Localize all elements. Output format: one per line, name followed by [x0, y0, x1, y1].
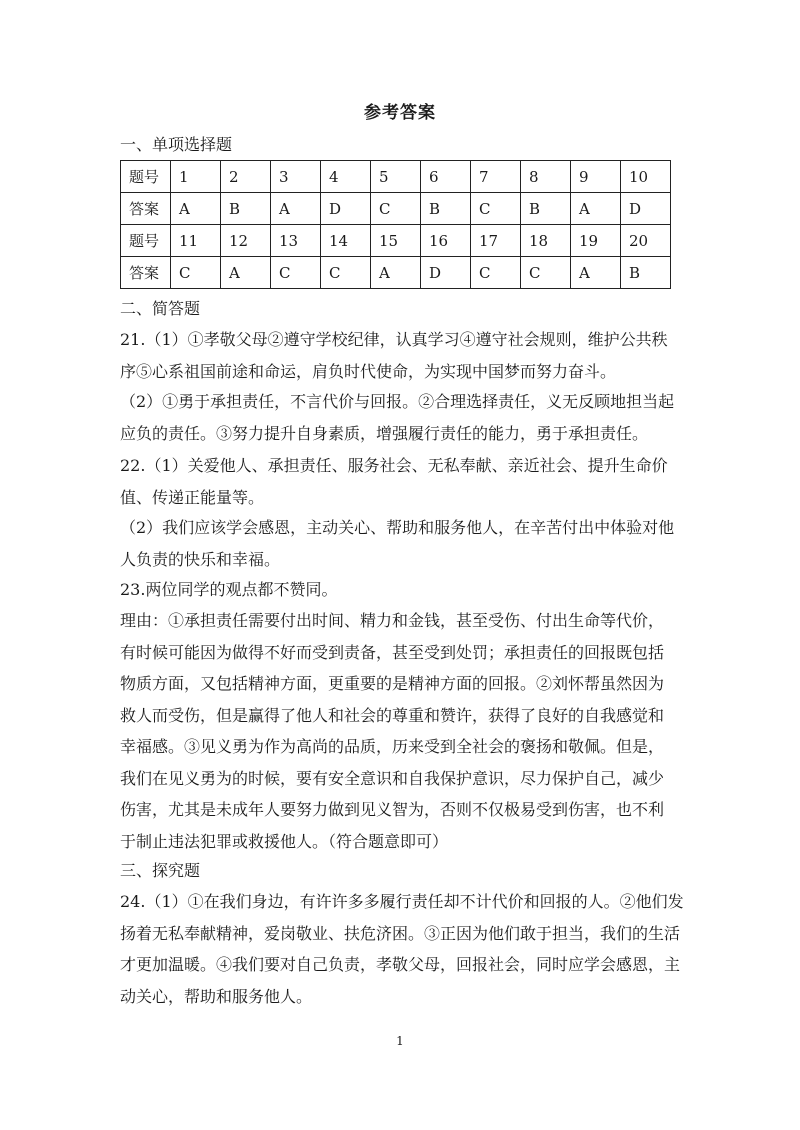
page-number: 1 [396, 1034, 404, 1048]
section-heading-single-choice: 一、单项选择题 [120, 135, 233, 154]
table-cell: C [471, 193, 521, 225]
table-cell: 20 [621, 225, 671, 257]
table-cell: 14 [321, 225, 371, 257]
table-cell: A [571, 193, 621, 225]
section-heading-short-answer: 二、简答题 [120, 299, 201, 318]
table-cell: A [221, 257, 271, 289]
table-cell: 7 [471, 161, 521, 193]
text-line: 值、传递正能量等。 [120, 487, 265, 507]
text-line: 救人而受伤，但是赢得了他人和社会的尊重和赞许，获得了良好的自我感觉和 [120, 705, 665, 725]
text-line: 物质方面，又包括精神方面，更重要的是精神方面的回报。②刘怀帮虽然因为 [120, 674, 665, 693]
text-line: 序⑤心系祖国前途和命运，肩负时代使命，为实现中国梦而努力奋斗。 [120, 361, 617, 381]
table-cell: 5 [371, 161, 421, 193]
q23-opinion [120, 574, 680, 606]
section-heading-inquiry: 三、探究题 [120, 861, 201, 880]
table-cell: D [421, 257, 471, 289]
text-line: 伤害，尤其是未成年人要努力做到见义智为，否则不仅极易受到伤害，也不利 [120, 800, 665, 819]
row-header-cell: 答案 [121, 193, 171, 225]
q21-part1 [120, 324, 680, 387]
text-line: 理由：①承担责任需要付出时间、精力和金钱，甚至受伤、付出生命等代价， [120, 611, 665, 630]
text-line: 幸福感。③见义勇为作为高尚的品质，历来受到全社会的褒扬和敬佩。但是， [120, 737, 665, 756]
text-line: 才更加温暖。④我们要对自己负责，孝敬父母，回报社会，同时应学会感恩，主 [120, 955, 681, 974]
table-cell: C [321, 257, 371, 289]
table-cell: 6 [421, 161, 471, 193]
row-header-cell: 答案 [121, 257, 171, 289]
table-cell: 8 [521, 161, 571, 193]
table-cell: 19 [571, 225, 621, 257]
table-cell: B [621, 257, 671, 289]
row-header-cell: 题号 [121, 225, 171, 257]
table-cell: D [621, 193, 671, 225]
table-cell: C [171, 257, 221, 289]
q24-part1 [120, 886, 684, 1012]
table-cell: C [371, 193, 421, 225]
table-cell: D [321, 193, 371, 225]
table-row [121, 257, 671, 289]
row-header-cell: 题号 [121, 161, 171, 193]
q22-part1 [120, 450, 680, 513]
table-cell: B [421, 193, 471, 225]
q23-reason [120, 605, 680, 857]
text-line: 23.两位同学的观点都不赞同。 [120, 580, 338, 599]
table-cell: A [571, 257, 621, 289]
table-row [121, 161, 671, 193]
text-line: （2）①勇于承担责任，不言代价与回报。②合理选择责任，义无反顾地担当起 [120, 392, 675, 411]
table-cell: 12 [221, 225, 271, 257]
table-cell: 1 [171, 161, 221, 193]
text-line: 人负责的快乐和幸福。 [120, 549, 281, 569]
text-line: 扬着无私奉献精神，爱岗敬业、扶危济困。③正因为他们敢于担当，我们的生活 [120, 923, 681, 943]
table-cell: 11 [171, 225, 221, 257]
table-cell: 9 [571, 161, 621, 193]
q22-part2 [120, 512, 680, 575]
text-line: 24.（1）①在我们身边，有许许多多履行责任却不计代价和回报的人。②他们发 [120, 892, 684, 911]
table-cell: C [521, 257, 571, 289]
page-title: 参考答案 [364, 103, 436, 123]
table-cell: A [371, 257, 421, 289]
table-cell: A [271, 193, 321, 225]
q21-part2 [120, 386, 680, 449]
text-line: 我们在见义勇为的时候，要有安全意识和自我保护意识，尽力保护自己，减少 [120, 768, 665, 788]
table-cell: C [271, 257, 321, 289]
text-line: 21.（1）①孝敬父母②遵守学校纪律，认真学习④遵守社会规则，维护公共秩 [120, 330, 668, 349]
table-cell: A [171, 193, 221, 225]
table-cell: 18 [521, 225, 571, 257]
table-cell: 3 [271, 161, 321, 193]
table-cell: 15 [371, 225, 421, 257]
text-line: 动关心，帮助和服务他人。 [120, 986, 313, 1006]
table-cell: 17 [471, 225, 521, 257]
answer-table [120, 160, 671, 289]
table-cell: 13 [271, 225, 321, 257]
text-line: 有时候可能因为做得不好而受到责备，甚至受到处罚；承担责任的回报既包括 [120, 642, 665, 662]
text-line: （2）我们应该学会感恩，主动关心、帮助和服务他人，在辛苦付出中体验对他 [120, 518, 675, 537]
table-cell: B [521, 193, 571, 225]
text-line: 22.（1）关爱他人、承担责任、服务社会、无私奉献、亲近社会、提升生命价 [120, 456, 668, 475]
table-cell: 4 [321, 161, 371, 193]
text-line: 于制止违法犯罪或救援他人。（符合题意即可） [120, 831, 449, 851]
table-cell: 16 [421, 225, 471, 257]
table-cell: C [471, 257, 521, 289]
table-cell: B [221, 193, 271, 225]
table-cell: 2 [221, 161, 271, 193]
text-line: 应负的责任。③努力提升自身素质，增强履行责任的能力，勇于承担责任。 [120, 423, 649, 443]
table-row [121, 193, 671, 225]
table-cell: 10 [621, 161, 671, 193]
table-row [121, 225, 671, 257]
